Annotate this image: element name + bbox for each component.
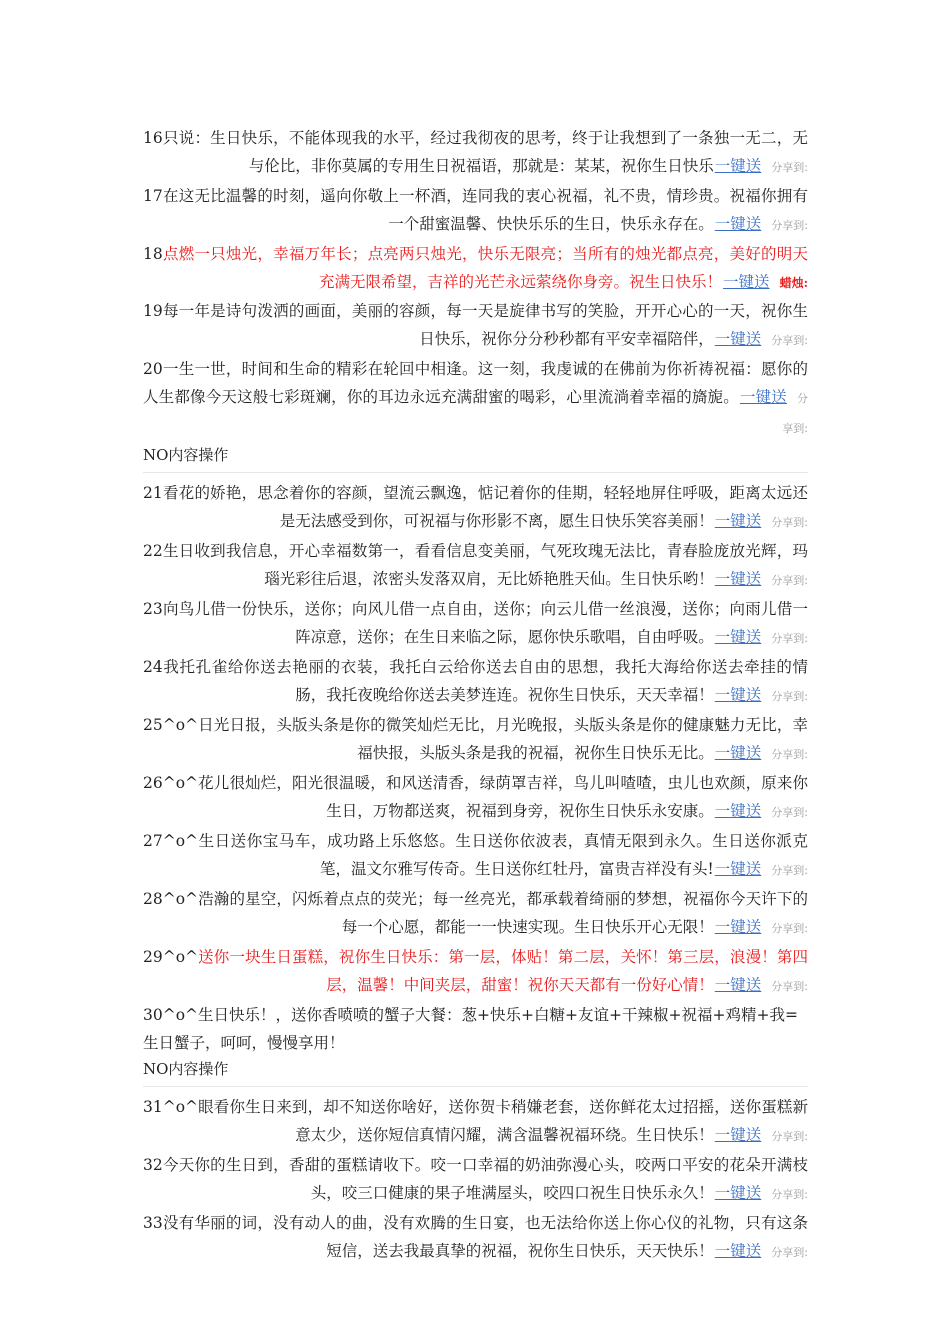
- list-item: [143, 297, 808, 355]
- entry-number: 31^o^: [143, 1098, 199, 1116]
- list-item: [143, 653, 808, 711]
- send-link[interactable]: 一键送: [714, 976, 762, 994]
- list-item: [143, 769, 808, 827]
- send-link[interactable]: 一键送: [714, 686, 762, 704]
- send-link[interactable]: 一键送: [739, 388, 787, 406]
- entry-text: 生日送你宝马车，成功路上乐悠悠。生日送你依波表，真情无限到永久。生日送你派克笔，温文尔雅写传奇。生日送你红牡丹，富贵吉祥没有头!: [198, 832, 808, 878]
- send-link[interactable]: 一键送: [714, 330, 762, 348]
- list-item: [143, 124, 808, 182]
- list-item: [143, 1209, 808, 1267]
- entry-number: 29^o^: [143, 948, 199, 966]
- share-label[interactable]: 分享到:: [782, 392, 808, 435]
- entry-number: 19: [143, 302, 163, 320]
- entry-text: 向鸟儿借一份快乐，送你；向风儿借一点自由，送你；向云儿借一丝浪漫，送你；向雨儿借一阵凉意，送你；在生日来临之际，愿你快乐歌唱，自由呼吸。: [162, 600, 808, 646]
- share-label[interactable]: 分享到:: [771, 690, 808, 703]
- entry-text: 送你一块生日蛋糕，祝你生日快乐：第一层，体贴！第二层，关怀！第三层，浪漫！第四层，温馨！中间夹层，甜蜜！祝你天天都有一份好心情！: [198, 948, 808, 994]
- send-link[interactable]: 一键送: [714, 570, 762, 588]
- list-item: [143, 1093, 808, 1151]
- entry-number: 32: [143, 1156, 163, 1174]
- entry-text: 每一年是诗句泼洒的画面，美丽的容颜，每一天是旋律书写的笑脸，开开心心的一天，祝你生日快乐，祝你分分秒秒都有平安幸福陪伴，: [162, 302, 808, 348]
- send-link[interactable]: 一键送: [714, 1242, 762, 1260]
- entry-text: 花儿很灿烂，阳光很温暖，和风送清香，绿荫罩吉祥，鸟儿叫喳喳，虫儿也欢颜，原来你生日，万物都送爽，祝福到身旁，祝你生日快乐永安康。: [198, 774, 808, 820]
- entry-number: 30^o^: [143, 1006, 199, 1024]
- entry-number: 16: [143, 129, 163, 147]
- entry-number: 18: [143, 245, 163, 263]
- entry-text: 看花的娇艳，思念着你的容颜，望流云飘逸，惦记着你的佳期，轻轻地屏住呼吸，距离太远还是无法感受到你，可祝福与你形影不离，愿生日快乐笑容美丽！: [162, 484, 808, 530]
- entry-text: 日光日报，头版头条是你的微笑灿烂无比，月光晚报，头版头条是你的健康魅力无比，幸福快报，头版头条是我的祝福，祝你生日快乐无比。: [198, 716, 808, 762]
- send-link[interactable]: 一键送: [714, 918, 762, 936]
- send-link[interactable]: 一键送: [714, 1126, 762, 1144]
- list-item: [143, 885, 808, 943]
- entry-text: 没有华丽的词，没有动人的曲，没有欢腾的生日宴，也无法给你送上你心仪的礼物，只有这条短信，送去我最真挚的祝福，祝你生日快乐，天天快乐！: [162, 1214, 808, 1260]
- share-label[interactable]: 分享到:: [771, 516, 808, 529]
- entry-number: 24: [143, 658, 163, 676]
- entry-number: 33: [143, 1214, 163, 1232]
- entry-number: 21: [143, 484, 163, 502]
- send-link[interactable]: 一键送: [714, 860, 762, 878]
- entry-text: 我托孔雀给你送去艳丽的衣装，我托白云给你送去自由的思想，我托大海给你送去牵挂的情肠，我托夜晚给你送去美梦连连。祝你生日快乐，天天幸福！: [162, 658, 808, 704]
- share-label[interactable]: 分享到:: [771, 748, 808, 761]
- entry-text: 今天你的生日到，香甜的蛋糕请收下。咬一口幸福的奶油弥漫心头，咬两口平安的花朵开满枝头，咬三口健康的果子堆满屋头，咬四口祝生日快乐永久！: [162, 1156, 808, 1202]
- list-item: [143, 355, 808, 443]
- list-item: [143, 827, 808, 885]
- section-header: NO内容操作: [143, 443, 808, 473]
- send-link[interactable]: 一键送: [714, 802, 762, 820]
- share-label[interactable]: 分享到:: [771, 574, 808, 587]
- entry-text: 浩瀚的星空，闪烁着点点的荧光；每一丝亮光，都承载着绮丽的梦想，祝福你今天许下的每一个心愿，都能一一快速实现。生日快乐开心无限！: [198, 890, 808, 936]
- share-label[interactable]: 分享到:: [771, 1130, 808, 1143]
- share-label[interactable]: 分享到:: [771, 1246, 808, 1259]
- list-item: [143, 595, 808, 653]
- entry-number: 28^o^: [143, 890, 199, 908]
- entry-number: 20: [143, 360, 163, 378]
- send-link[interactable]: 一键送: [714, 744, 762, 762]
- entry-number: 26^o^: [143, 774, 199, 792]
- entry-number: 23: [143, 600, 163, 618]
- list-item: [143, 479, 808, 537]
- send-link[interactable]: 一键送: [714, 512, 762, 530]
- share-label[interactable]: 分享到:: [771, 1188, 808, 1201]
- entry-text: 一生一世，时间和生命的精彩在轮回中相逢。这一刻，我虔诚的在佛前为你祈祷祝福：愿你的人生都像今天这般七彩斑斓，你的耳边永远充满甜蜜的喝彩，心里流淌着幸福的旖旎。: [143, 360, 808, 406]
- share-label[interactable]: 分享到:: [771, 219, 808, 232]
- entry-number: 17: [143, 187, 163, 205]
- list-item: [143, 182, 808, 240]
- list-item: [143, 943, 808, 1001]
- entry-text: 生日收到我信息，开心幸福数第一，看看信息变美丽，气死玫瑰无法比，青春脸庞放光辉，玛瑙光彩往后退，浓密头发落双肩，无比娇艳胜天仙。生日快乐哟！: [162, 542, 808, 588]
- entry-text: 点燃一只烛光，幸福万年长；点亮两只烛光，快乐无限亮；当所有的烛光都点亮，美好的明天充满无限希望，吉祥的光芒永远萦绕你身旁。祝生日快乐！: [162, 245, 808, 291]
- candle-label: 蜡烛:: [779, 276, 808, 290]
- section-header: NO内容操作: [143, 1057, 808, 1087]
- document-page: [143, 124, 808, 1267]
- share-label[interactable]: 分享到:: [771, 806, 808, 819]
- entry-text: 生日快乐！，送你香喷喷的蟹子大餐：葱+快乐+白糖+友谊+干辣椒+祝福+鸡精+我=生日蟹子，呵呵，慢慢享用！: [143, 1006, 798, 1052]
- entry-text: 在这无比温馨的时刻，遥向你敬上一杯酒，连同我的衷心祝福，礼不贵，情珍贵。祝福你拥有一个甜蜜温馨、快快乐乐的生日，快乐永存在。: [162, 187, 808, 233]
- list-item: [143, 1151, 808, 1209]
- entry-number: 27^o^: [143, 832, 199, 850]
- send-link[interactable]: 一键送: [714, 157, 762, 175]
- share-label[interactable]: 分享到:: [771, 632, 808, 645]
- send-link[interactable]: 一键送: [714, 1184, 762, 1202]
- entry-number: 25^o^: [143, 716, 199, 734]
- share-label[interactable]: 分享到:: [771, 980, 808, 993]
- entry-number: 22: [143, 542, 163, 560]
- list-item: [143, 711, 808, 769]
- list-item: [143, 537, 808, 595]
- share-label[interactable]: 分享到:: [771, 161, 808, 174]
- list-item: [143, 1001, 808, 1057]
- entry-text: 眼看你生日来到，却不知送你啥好，送你贺卡稍嫌老套，送你鲜花太过招摇，送你蛋糕新意太少，送你短信真情闪耀，满含温馨祝福环绕。生日快乐！: [198, 1098, 808, 1144]
- share-label[interactable]: 分享到:: [771, 922, 808, 935]
- entry-text: 只说：生日快乐，不能体现我的水平，经过我彻夜的思考，终于让我想到了一条独一无二，无与伦比，非你莫属的专用生日祝福语，那就是：某某，祝你生日快乐: [162, 129, 808, 175]
- share-label[interactable]: 分享到:: [771, 334, 808, 347]
- share-label[interactable]: 分享到:: [771, 864, 808, 877]
- send-link[interactable]: 一键送: [714, 628, 762, 646]
- send-link[interactable]: 一键送: [714, 215, 762, 233]
- send-link[interactable]: 一键送: [723, 273, 770, 291]
- list-item: [143, 240, 808, 297]
